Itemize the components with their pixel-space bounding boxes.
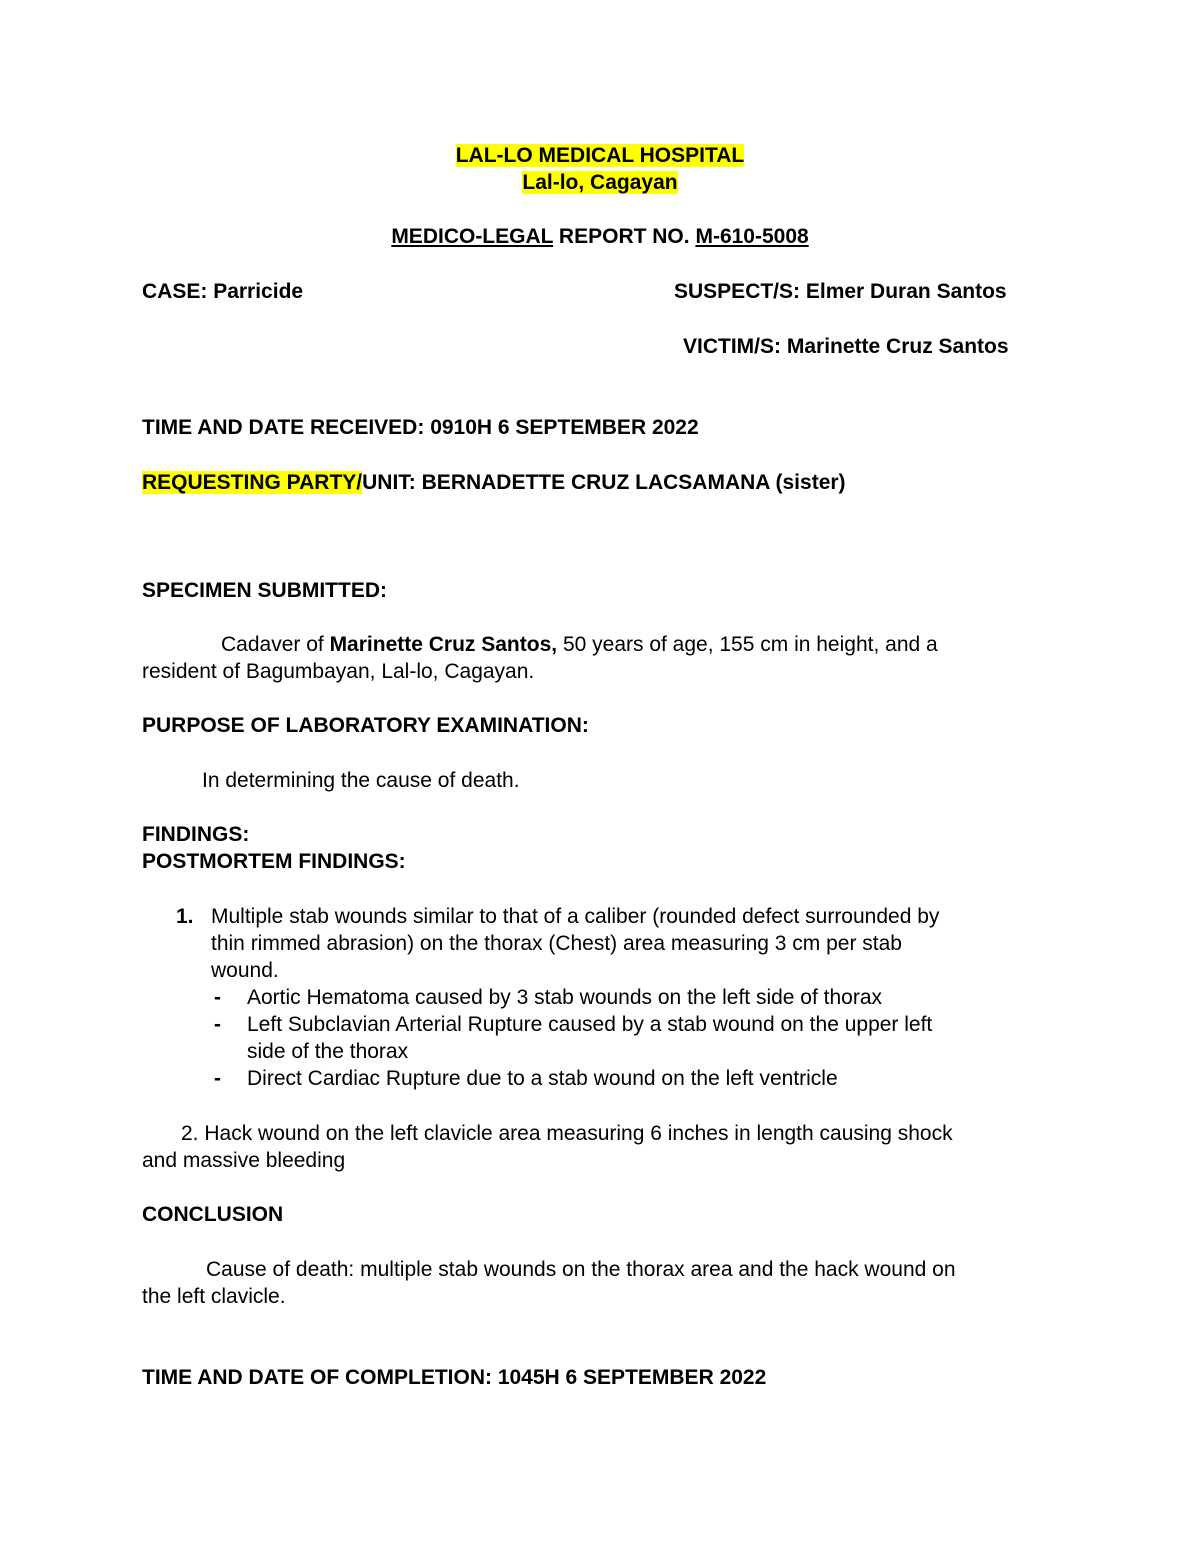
completion-line: TIME AND DATE OF COMPLETION: 1045H 6 SEPTEMBER 2022 [142,1366,767,1389]
conclusion-line1: Cause of death: multiple stab wounds on the thorax area and the hack wound on [206,1258,956,1281]
subfinding-2-line1: Left Subclavian Arterial Rupture caused by a stab wound on the upper left [247,1013,933,1036]
finding-1-line3: wound. [211,959,279,982]
received-line: TIME AND DATE RECEIVED: 0910H 6 SEPTEMBER 2022 [142,416,699,439]
purpose-text: In determining the cause of death. [202,769,520,792]
requesting-line: REQUESTING PARTY/UNIT: BERNADETTE CRUZ LACSAMANA (sister) [142,471,846,494]
subfinding-3-bullet: - [214,1067,221,1090]
subfinding-1-bullet: - [214,986,221,1009]
specimen-heading: SPECIMEN SUBMITTED: [142,579,388,602]
suspect-line: SUSPECT/S: Elmer Duran Santos [674,280,1007,303]
conclusion-heading: CONCLUSION [142,1203,284,1226]
finding-1-line1: Multiple stab wounds similar to that of a caliber (rounded defect surrounded by [211,905,940,928]
subfinding-3: Direct Cardiac Rupture due to a stab wound on the left ventricle [247,1067,838,1090]
hospital-location: Lal-lo, Cagayan [522,171,678,194]
purpose-heading: PURPOSE OF LABORATORY EXAMINATION: [142,714,589,737]
subfinding-2-line2: side of the thorax [247,1040,409,1063]
finding-1-line2: thin rimmed abrasion) on the thorax (Chest) area measuring 3 cm per stab [211,932,902,955]
report-number: M-610-5008 [695,225,809,248]
postmortem-heading: POSTMORTEM FINDINGS: [142,850,406,873]
conclusion-line2: the left clavicle. [142,1285,286,1308]
specimen-text-line2: resident of Bagumbayan, Lal-lo, Cagayan. [142,660,535,683]
findings-heading: FINDINGS: [142,823,250,846]
finding-2-line1: 2. Hack wound on the left clavicle area measuring 6 inches in length causing shock [181,1122,953,1145]
victim-line: VICTIM/S: Marinette Cruz Santos [683,335,1009,358]
finding-1-number: 1. [176,905,194,928]
case-line: CASE: Parricide [142,280,304,303]
subfinding-2-bullet: - [214,1013,221,1036]
subfinding-1: Aortic Hematoma caused by 3 stab wounds on the left side of thorax [247,986,883,1009]
hospital-name: LAL-LO MEDICAL HOSPITAL [455,144,745,167]
report-title: MEDICO-LEGAL REPORT NO. M-610-5008 [391,225,809,248]
finding-2-line2: and massive bleeding [142,1149,346,1172]
specimen-text-line1: Cadaver of Marinette Cruz Santos, 50 years of age, 155 cm in height, and a [221,633,938,656]
